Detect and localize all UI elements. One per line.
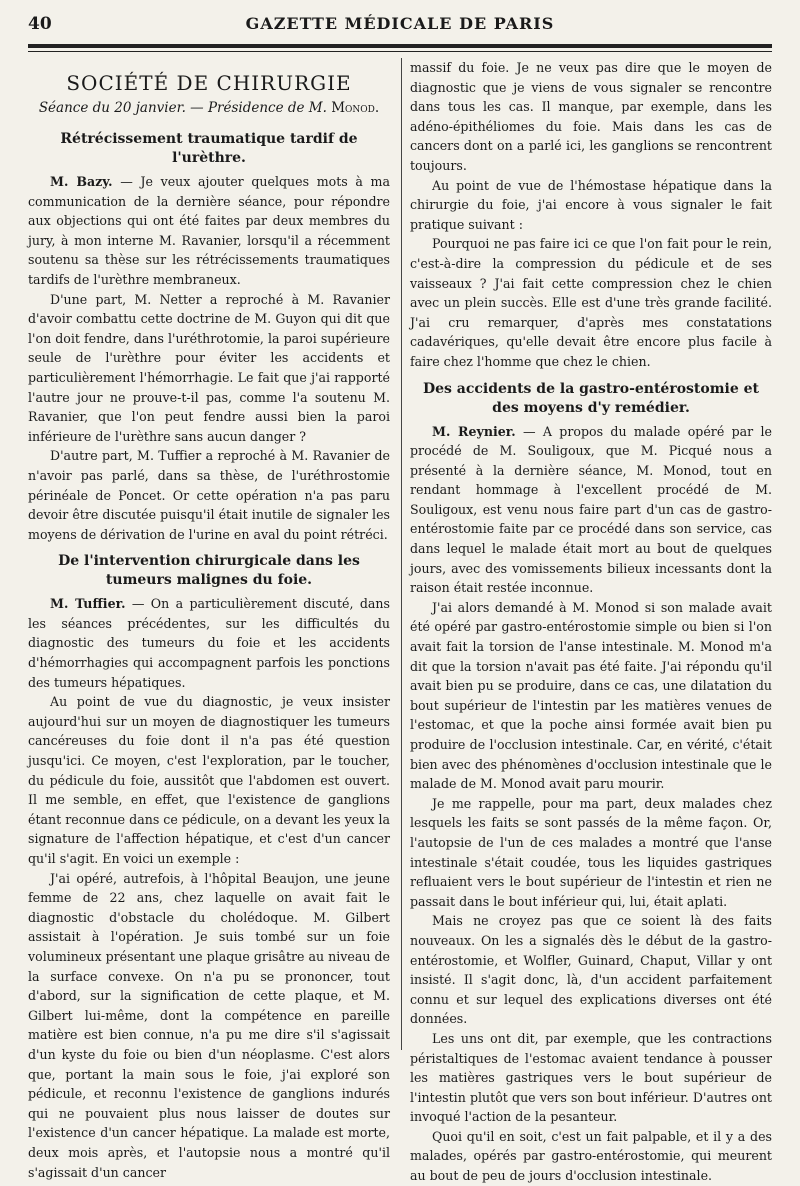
paragraph: Mais ne croyez pas que ce soient là des faits nouveaux. On les a signalés dès le début de la gastro-entérostomie, et Wolfler, Guinard, Chaput, Villar y ont insisté. Il s'agit donc, là, d'un accident parfaitement connu et sur lequel des explications diverses ont été données. bbox=[410, 913, 772, 1027]
left-column bbox=[28, 58, 390, 1182]
paragraph: Les uns ont dit, par exemple, que les contractions péristaltiques de l'estomac avaient tendance à pousser les matières gastriques vers le bout supérieur de l'intestin plutôt que vers son bout inférieur. D'autres ont invoqué l'action de la pesanteur. bbox=[410, 1030, 772, 1125]
paragraph: Pourquoi ne pas faire ici ce que l'on fait pour le rein, c'est-à-dire la compression du pédicule et de ses vaisseaux ? J'ai fait cette compression chez le chien avec un plein succès. Elle est d'une très grande facilité. J'ai cru remarquer, d'après mes constatations cadavériques, qu'elle devait être encore plus facile à faire chez l'homme que chez le chien. bbox=[410, 236, 772, 369]
paragraph: Quoi qu'il en soit, c'est un fait palpable, et il y a des malades, opérés par gastro-entérostomie, qui meurent au bout de peu de jours d'occlusion intestinale. bbox=[410, 1128, 772, 1184]
paragraph-text: — A propos du malade opéré par le procédé de M. Souligoux, que M. Picqué nous a présenté à la dernière séance, M. Monod, tout en rendant hommage à l'excellent procédé de M. Souligoux, est venu nous faire part d'un cas de gastro-entérostomie faite par ce procédé dans son service, cas dans lequel le malade était mort au bout de quelques jours, avec des vomissements bilieux incessants dont la raison était restée inconnue. bbox=[410, 423, 772, 596]
paragraph: D'autre part, M. Tuffier a reproché à M. Ravanier de n'avoir pas parlé, dans sa thèse, de l'uréthrostomie périnéale de Poncet. Or cette opération n'a pas paru devoir être discutée puisqu'il était inutile de signaler les moyens de dérivation de l'urine en aval du point rétréci. bbox=[28, 448, 390, 542]
society-title: SOCIÉTÉ DE CHIRURGIE bbox=[66, 71, 352, 95]
paragraph: Au point de vue de l'hémostase hépatique dans la chirurgie du foie, j'ai encore à vous signaler le fait pratique suivant : bbox=[410, 177, 772, 232]
paragraph: J'ai alors demandé à M. Monod si son malade avait été opéré par gastro-entérostomie simple ou bien si l'on avait fait la torsion de l'anse intestinale. M. Monod m'a dit que la torsion n'avait pas été faite. J'ai répondu qu'il avait bien pu se produire, dans ce cas, une dilatation du bout supérieur de l'intestin par les matières venues de l'estomac, et que la poche ainsi formée avait bien pu produire de l'occlusion intestinale. Car, en vérité, c'était bien avec des phénomènes d'occlusion intestinale que le malade de M. Monod avait paru mourir. bbox=[410, 599, 772, 792]
paragraph-text: — On a particulièrement discuté, dans les séances précédentes, sur les difficultés du diagnostic des tumeurs du foie et les accidents d'hémorrhagies qui accompagnent parfois les ponctions des tumeurs hépatiques. bbox=[28, 596, 391, 690]
header-rule-thick bbox=[28, 44, 772, 48]
header-rule-thin bbox=[28, 51, 772, 52]
session-text: Séance du 20 janvier. — Présidence de M. bbox=[38, 100, 332, 116]
paragraph: Au point de vue du diagnostic, je veux insister aujourd'hui sur un moyen de diagnostiquer les tumeurs cancéreuses du foie dont il n'a pas été question jusqu'ici. Ce moyen, c'est l'exploration, par le toucher, du pédicule du foie, aussitôt que l'abdomen est ouvert. Il me semble, en effet, que l'existence de ganglions étant reconnue dans ce pédicule, on a devant les yeux la signature de l'affection hépatique, et c'est d'un cancer qu'il s'agit. En voici un exemple : bbox=[28, 694, 390, 866]
column-divider bbox=[401, 58, 402, 1050]
paragraph: J'ai opéré, autrefois, à l'hôpital Beaujon, une jeune femme de 22 ans, chez laquelle on avait fait le diagnostic d'obstacle du cholédoque. M. Gilbert assistait à l'opération. Je suis tombé sur un foie volumineux présentant une plaque grisâtre au niveau de la surface convexe. On n'a pu se prononcer, tout d'abord, sur la signification de cette plaque, et M. Gilbert lui-même, dont la compétence en pareille matière est bien connue, n'a pu me dire s'il s'agissait d'un kyste du foie ou bien d'un néoplasme. C'est alors que, portant la main sous le foie, j'ai exploré son pédicule, et reconnu l'existence de ganglions indurés qui ne pouvaient plus nous laisser de doutes sur l'existence d'un cancer hépatique. La malade est morte, deux mois après, et l'autopsie nous a montré qu'il s'agissait d'un cancer bbox=[28, 870, 390, 1180]
speaker-name: M. Reynier. bbox=[432, 423, 516, 439]
page-number: 40 bbox=[28, 14, 52, 34]
page-header bbox=[28, 12, 772, 38]
running-title: GAZETTE MÉDICALE DE PARIS bbox=[245, 14, 555, 33]
paragraph: massif du foie. Je ne veux pas dire que le moyen de diagnostic que je viens de vous signaler se rencontre dans tous les cas. Il manque, par exemple, dans les adéno-épithéliomes du foie. Mais dans les cas de cancers dont on a parlé ici, les ganglions se rencontrent toujours. bbox=[410, 60, 772, 173]
president-name: Monod. bbox=[331, 100, 380, 116]
right-column bbox=[410, 58, 772, 1186]
section-title-foie: De l'intervention chirurgicale dans les tumeurs malignes du foie. bbox=[58, 553, 360, 589]
speaker-name: M. Tuffier. bbox=[50, 596, 126, 612]
paragraph bbox=[28, 172, 390, 290]
paragraph-text: — Je veux ajouter quelques mots à ma communication de la dernière séance, pour répondre aux objections qui ont été faites par deux membres du jury, à mon interne M. Ravanier, lorsqu'il a récemment soutenu sa thèse sur les rétrécissements traumatiques tardifs de l'urèthre membraneux. bbox=[28, 174, 391, 287]
paragraph bbox=[410, 422, 772, 598]
session-line bbox=[28, 98, 390, 118]
speaker-name: M. Bazy. bbox=[50, 174, 113, 189]
paragraph: Je me rappelle, pour ma part, deux malades chez lesquels les faits se sont passés de la même façon. Or, l'autopsie de l'un de ces malades a montré que l'anse intestinale s'était coudée, tous les liquides gastriques refluaient vers le bout supérieur de l'intestin et rien ne passait dans le bout inférieur qui, lui, était aplati. bbox=[410, 795, 772, 909]
paragraph bbox=[28, 594, 390, 692]
section-title-uretre: Rétrécissement traumatique tardif de l'urèthre. bbox=[60, 131, 358, 166]
section-title-gastro: Des accidents de la gastro-entérostomie et des moyens d'y remédier. bbox=[422, 380, 760, 416]
paragraph: D'une part, M. Netter a reproché à M. Ravanier d'avoir combattu cette doctrine de M. Guyon qui dit que l'on doit fendre, dans l'uréthrotomie, la paroi supérieure seule de l'urèthre pour éviter les accidents et particulièrement l'hémorrhagie. Le fait que j'ai rapporté l'autre jour ne prouve-t-il pas, comme l'a soutenu M. Ravanier, que l'on peut fendre aussi bien la paroi inférieure de l'urèthre sans aucun danger ? bbox=[28, 291, 390, 444]
